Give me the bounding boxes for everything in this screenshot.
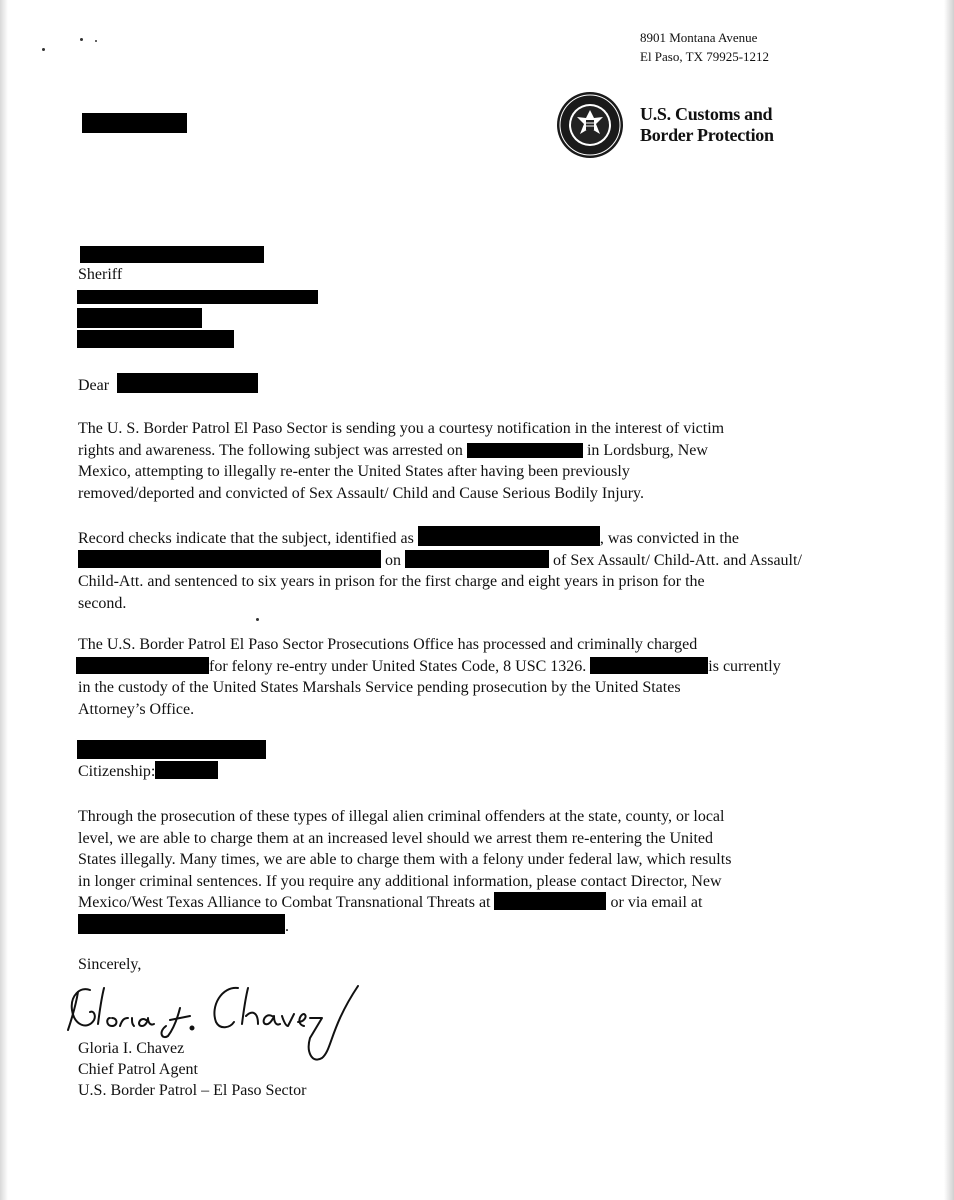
p4-line-6-period: . [285,917,289,935]
p2-line-2 [78,550,868,572]
redacted-recipient-street [77,308,202,328]
redacted-subject-name [418,526,600,546]
p4-line-5 [78,892,868,914]
redacted-citizenship [155,761,218,779]
redacted-conviction-date [405,550,549,568]
p3-line-2 [78,656,868,678]
p1-line-2a: rights and awareness. The following subject was arrested on [78,441,463,459]
speck [256,618,259,621]
redacted-court [78,550,381,568]
p4-line-2: level, we are able to charge them at an increased level should we arrest them re-entering the United [78,829,713,847]
redacted-subject-name-2 [590,657,708,674]
p3-line-3: in the custody of the United States Marshals Service pending prosecution by the United States [78,679,681,696]
redacted-date [82,113,187,133]
p4-line-4: in longer criminal sentences. If you require any additional information, please contact Director, New [78,872,722,890]
paragraph-record-checks [78,526,868,614]
p3-line-2a: for felony re-entry under United States Code, 8 USC 1326. [209,657,587,675]
speck [80,38,83,41]
agency-line-2: Border Protection [640,125,774,145]
p2-line-3: Child-Att. and sentenced to six years in prison for the first charge and eight years in prison for the [78,573,705,590]
p1-line-3: Mexico, attempting to illegally re-enter the United States after having been previously [78,463,630,480]
p2-line-1a: Record checks indicate that the subject, identified as [78,530,414,547]
p1-line-1: The U. S. Border Patrol El Paso Sector is sending you a courtesy notification in the interest of victim [78,420,725,437]
p1-line-2 [78,440,868,462]
closing: Sincerely, [78,956,142,973]
paragraph-prosecution [78,634,868,720]
redacted-subject-block [77,740,266,759]
p2-line-2a: on [385,551,401,569]
address-line-2: El Paso, TX 79925-1212 [640,49,770,64]
salutation-word: Dear [78,377,110,394]
salutation [78,373,258,395]
return-address [640,28,769,66]
redacted-phone [494,892,606,910]
redacted-recipient-city [77,330,234,348]
redacted-recipient-office [77,290,318,304]
speck [95,40,97,42]
p3-line-1: The U.S. Border Patrol El Paso Sector Prosecutions Office has processed and criminally charged [78,636,698,653]
signer-org: U.S. Border Patrol – El Paso Sector [78,1082,307,1099]
redacted-email [78,914,285,934]
signer-title: Chief Patrol Agent [78,1061,198,1078]
p3-line-2b: is currently [708,657,781,675]
p4-line-6 [78,914,868,938]
p1-line-2b: in Lordsburg, New [586,441,708,459]
redacted-recipient-name [80,246,264,263]
redacted-arrest-date [467,443,583,458]
redacted-salutation-name [117,373,258,393]
p2-line-1b: , was convicted in the [599,530,739,547]
p1-line-4: removed/deported and convicted of Sex Assault/ Child and Cause Serious Bodily Injury. [78,484,644,502]
p3-line-4: Attorney’s Office. [78,700,195,718]
paragraph-notification [78,418,868,504]
paragraph-contact [78,806,868,937]
page-edge-shadow-right [944,0,954,1200]
citizenship-line [78,761,218,781]
p4-line-1: Through the prosecution of these types of illegal alien criminal offenders at the state, county, or local [78,808,725,825]
p2-line-4: second. [78,594,127,612]
p2-line-1 [78,526,868,550]
signer-name: Gloria I. Chavez [78,1040,185,1057]
speck [42,48,45,51]
redacted-charged-subject [76,657,209,674]
recipient-title: Sheriff [78,266,123,283]
p4-line-3: States illegally. Many times, we are able to charge them with a felony under federal law, which results [78,851,732,868]
p4-line-5b: or via email at [610,894,703,911]
agency-name [640,104,774,146]
citizenship-label: Citizenship: [78,763,156,780]
p2-line-2b: of Sex Assault/ Child-Att. and Assault/ [553,551,802,569]
p4-line-5a: Mexico/West Texas Alliance to Combat Transnational Threats at [78,894,491,911]
page-edge-shadow-left [0,0,8,1200]
dhs-seal-icon [555,90,625,160]
agency-line-1: U.S. Customs and [640,104,773,124]
address-line-1: 8901 Montana Avenue [640,30,758,45]
